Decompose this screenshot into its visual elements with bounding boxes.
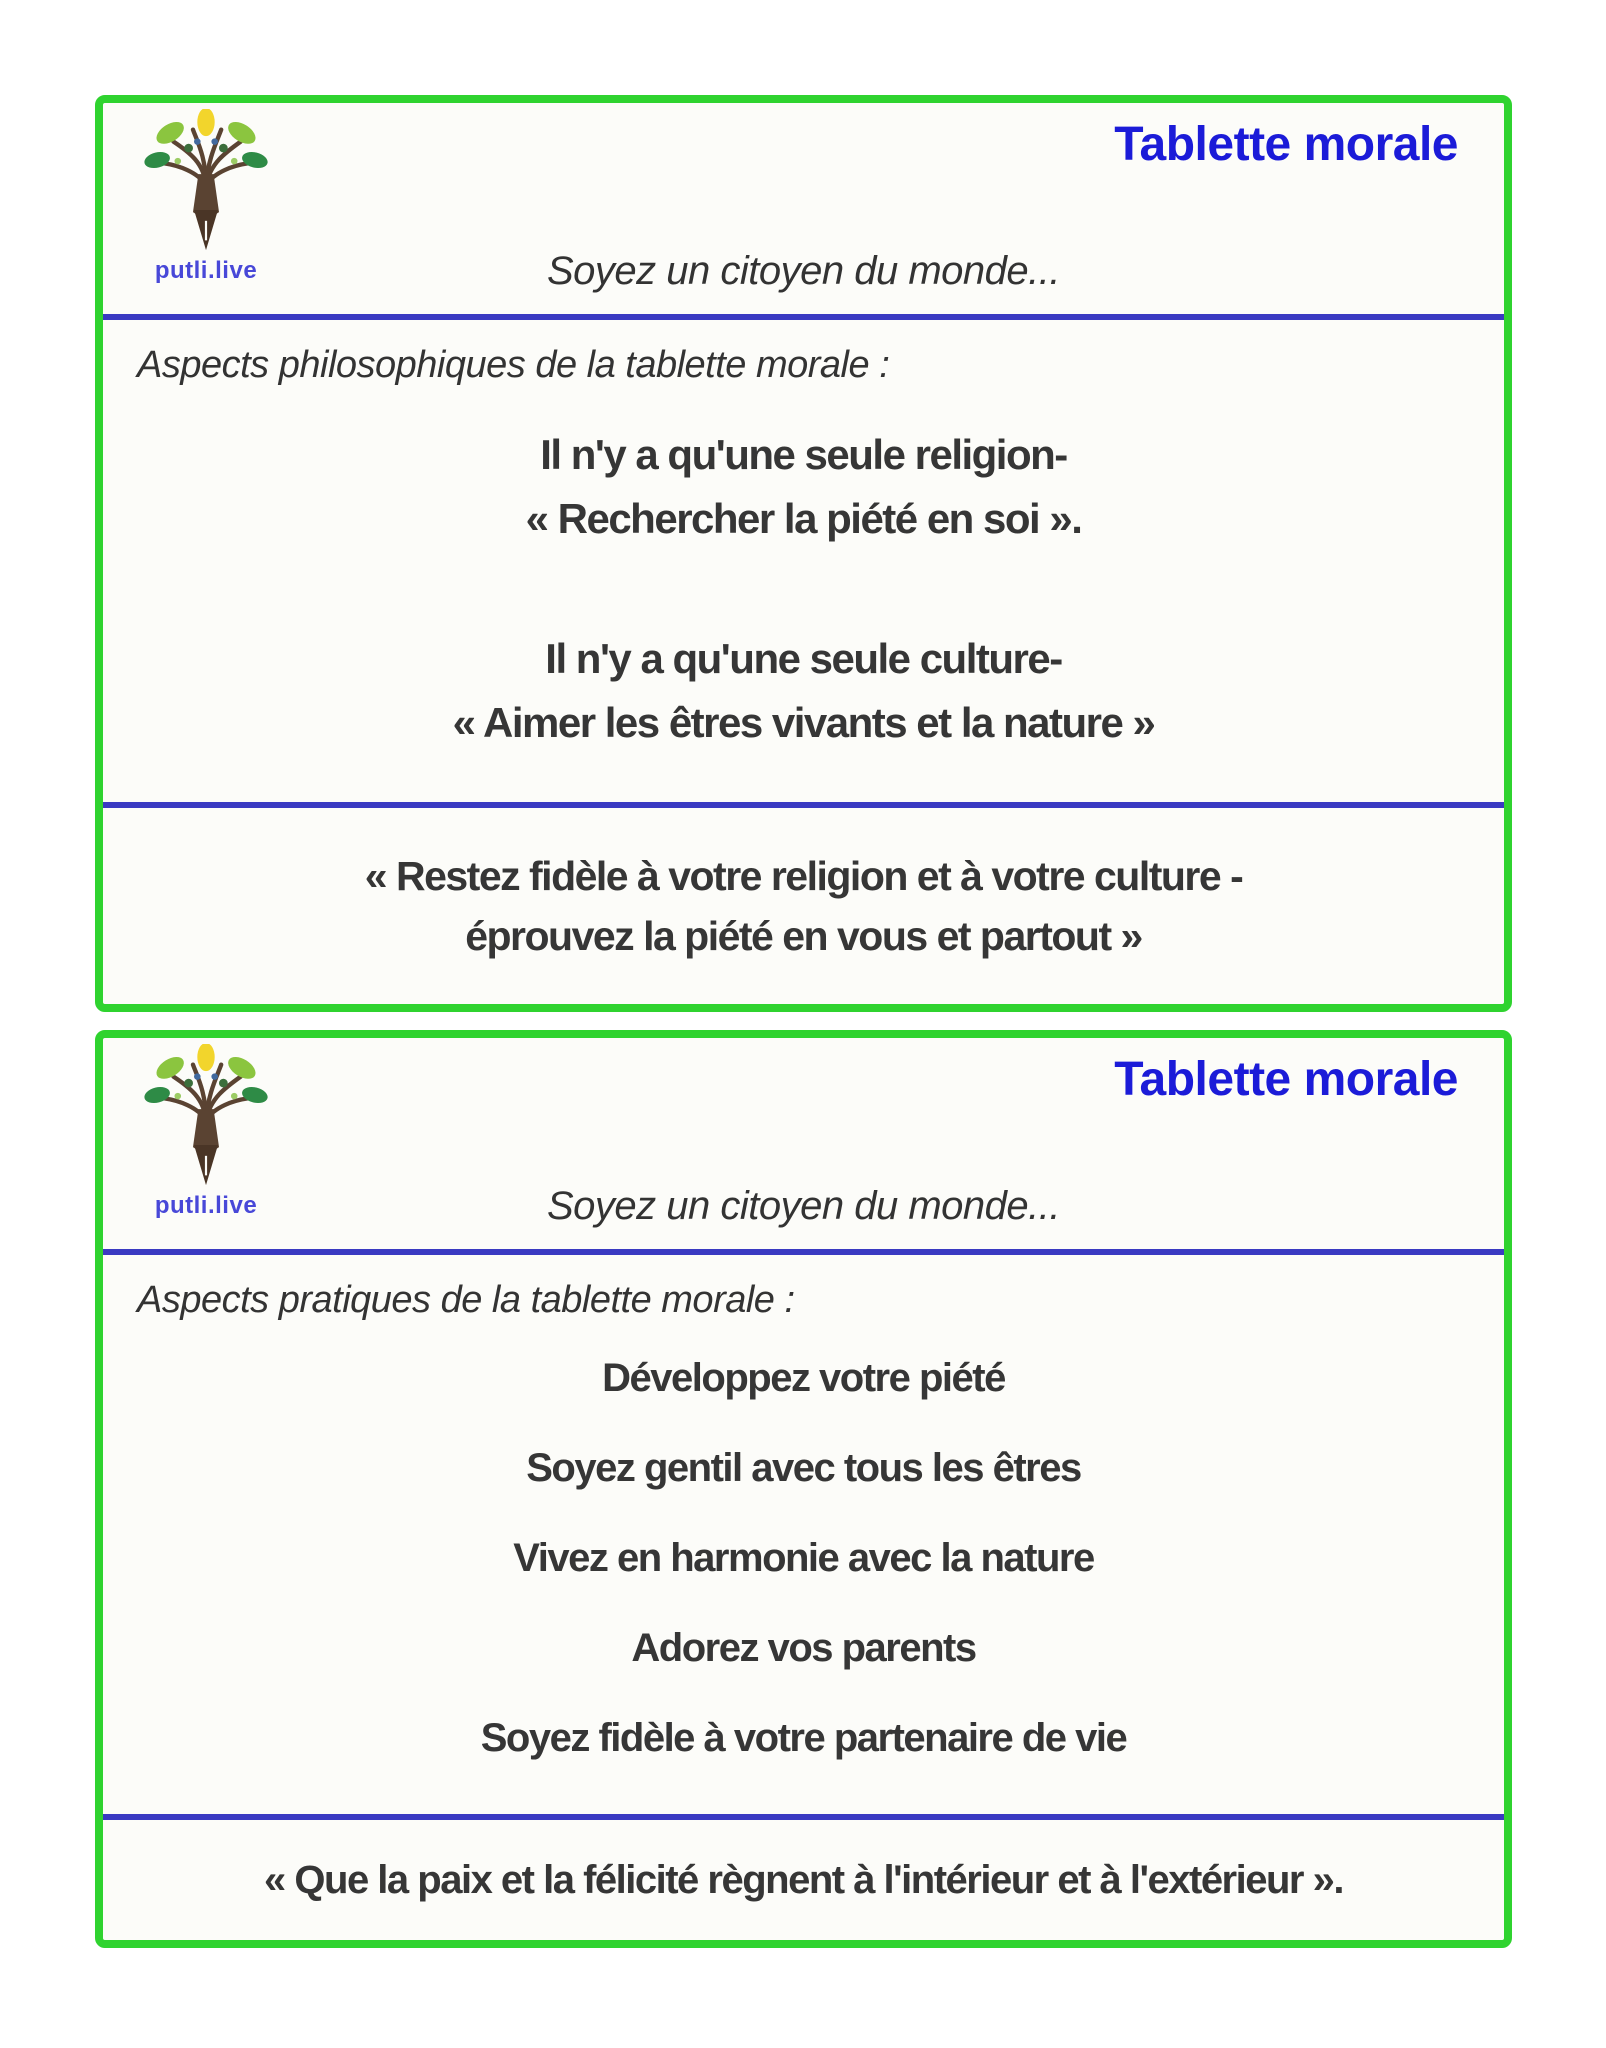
text-line: Il n'y a qu'une seule religion- (540, 431, 1067, 478)
text-line: Développez votre piété (602, 1356, 1005, 1400)
card-header (103, 1038, 1504, 1249)
text-line: éprouvez la piété en vous et partout » (465, 913, 1142, 959)
text-line: Il n'y a qu'une seule culture- (545, 635, 1062, 682)
tree-pen-icon (135, 1044, 277, 1196)
text-line: « Rechercher la piété en soi ». (525, 495, 1082, 542)
body-lines (103, 1352, 1504, 1764)
text-line: Soyez fidèle à votre partenaire de vie (480, 1716, 1127, 1760)
card-footer-quote (103, 808, 1504, 1004)
card-title: Tablette morale (1114, 1053, 1458, 1106)
card-body (103, 1255, 1504, 1814)
text-line: « Que la paix et la félicité règnent à l'intérieur et à l'extérieur ». (264, 1858, 1343, 1902)
card-title: Tablette morale (1114, 118, 1458, 171)
section-heading: Aspects pratiques de la tablette morale : (137, 1279, 795, 1321)
logo-caption: putli.live (154, 1192, 258, 1219)
tree-pen-icon (135, 109, 277, 261)
card-tagline: Soyez un citoyen du monde... (547, 249, 1060, 293)
moral-tablet-card-practical (95, 1030, 1512, 1948)
section-heading: Aspects philosophiques de la tablette morale : (137, 344, 890, 386)
text-line: « Restez fidèle à votre religion et à votre culture - (364, 853, 1243, 899)
text-line: Soyez gentil avec tous les êtres (526, 1446, 1081, 1490)
card-tagline: Soyez un citoyen du monde... (547, 1184, 1060, 1228)
text-line: « Aimer les êtres vivants et la nature » (452, 699, 1155, 746)
body-lines (103, 423, 1504, 755)
card-footer-quote (103, 1820, 1504, 1940)
card-header (103, 103, 1504, 314)
moral-tablet-card-philosophical (95, 95, 1512, 1012)
text-line: Vivez en harmonie avec la nature (513, 1536, 1094, 1580)
text-line: Adorez vos parents (631, 1626, 976, 1670)
logo-caption: putli.live (154, 257, 258, 284)
card-body (103, 320, 1504, 802)
